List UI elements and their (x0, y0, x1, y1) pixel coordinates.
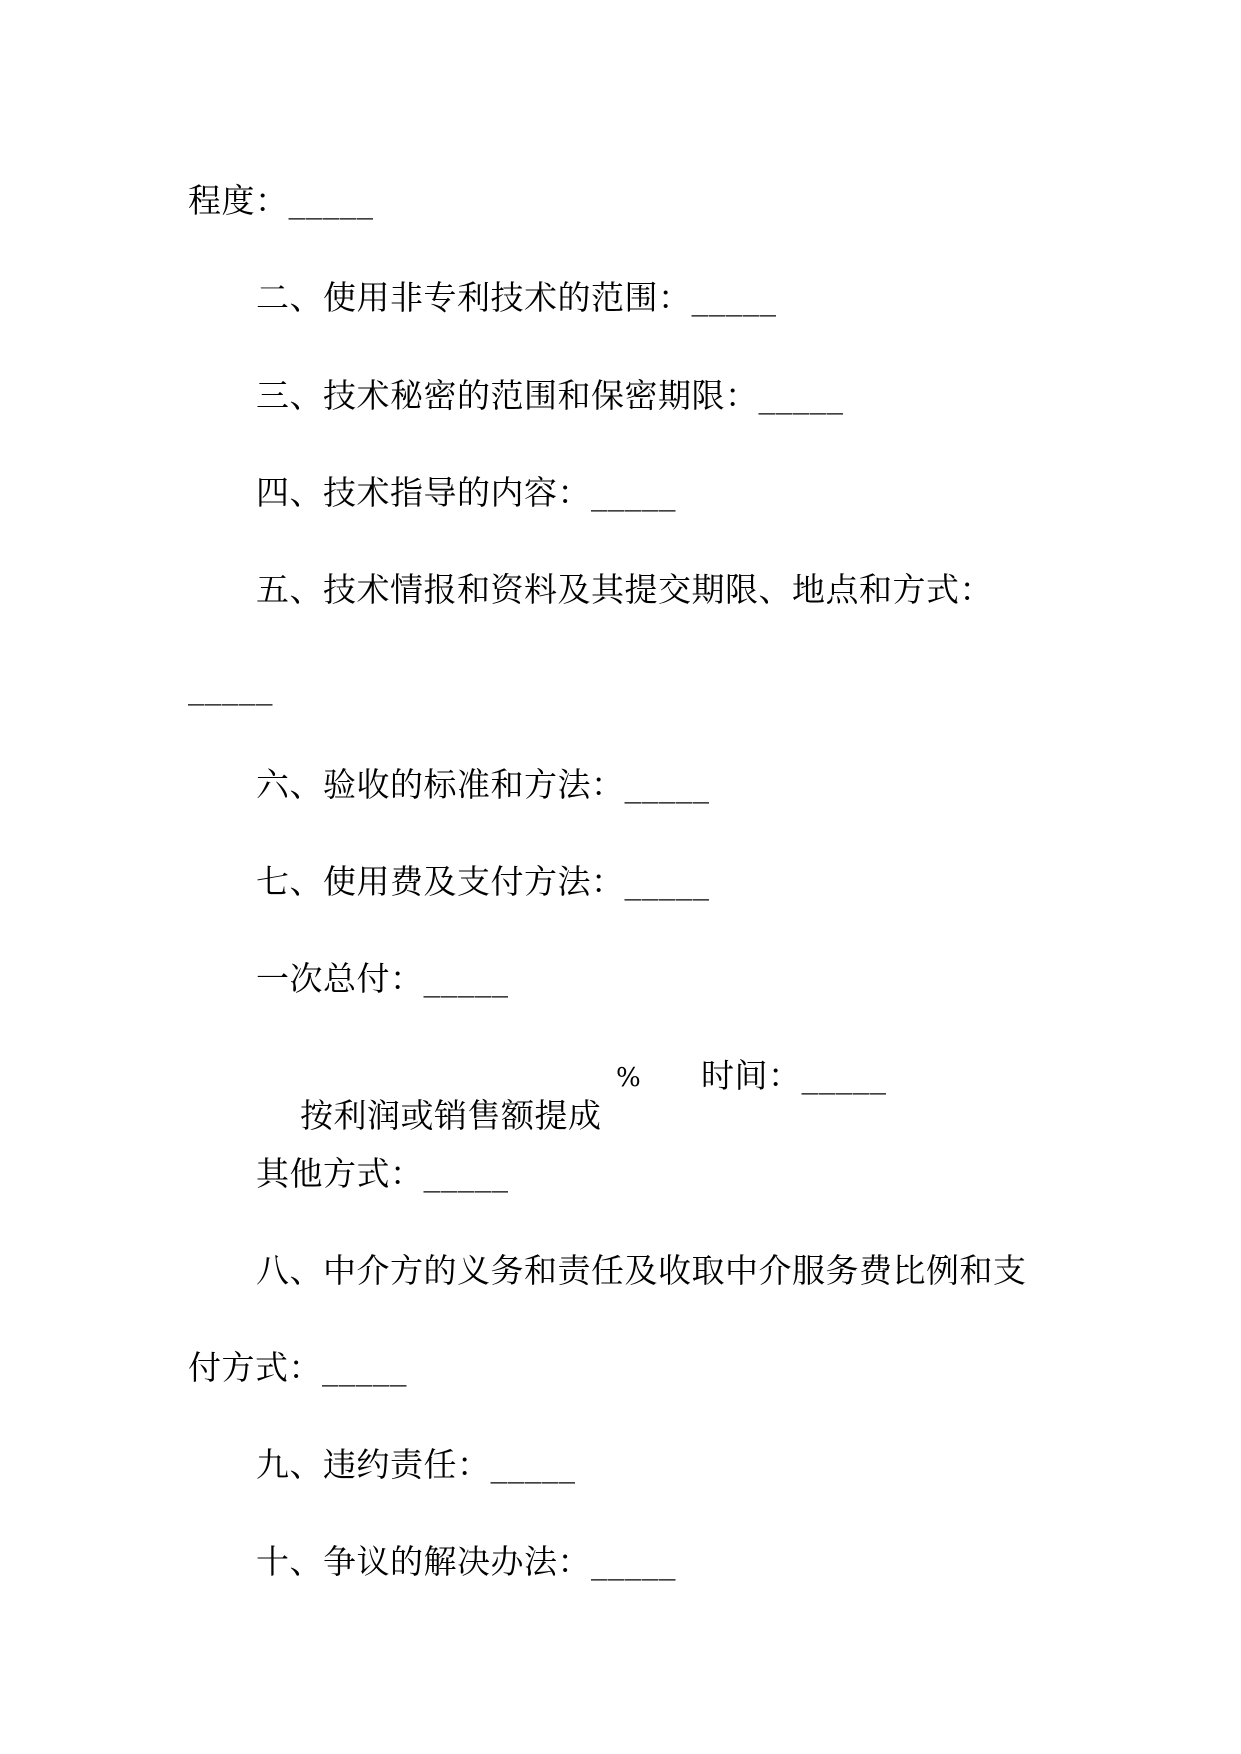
clause-10-disputes: 十、争议的解决办法：_____ (256, 1542, 676, 1581)
clause-9-liability: 九、违约责任：_____ (256, 1445, 576, 1484)
clause-7-fees: 七、使用费及支付方法：_____ (256, 862, 710, 901)
percent-sign: % (616, 1063, 642, 1093)
royalty-time: 时间：_____ (701, 1056, 887, 1095)
clause-8-payment: 付方式：_____ (188, 1348, 407, 1387)
royalty-label: 按利润或销售额提成 (299, 1096, 602, 1135)
clause-6-acceptance: 六、验收的标准和方法：_____ (256, 765, 710, 804)
clause-3-secrets: 三、技术秘密的范围和保密期限：_____ (256, 376, 844, 415)
clause-5-information: 五、技术情报和资料及其提交期限、地点和方式： (256, 570, 993, 609)
other-methods: 其他方式：_____ (256, 1154, 509, 1193)
line-degree: 程度：_____ (188, 181, 374, 220)
clause-2-scope: 二、使用非专利技术的范围：_____ (256, 278, 777, 317)
clause-5-blank: _____ (188, 667, 273, 706)
lump-sum-payment: 一次总付：_____ (256, 959, 509, 998)
clause-4-guidance: 四、技术指导的内容：_____ (256, 473, 676, 512)
clause-8-intermediary: 八、中介方的义务和责任及收取中介服务费比例和支 (256, 1251, 1027, 1290)
